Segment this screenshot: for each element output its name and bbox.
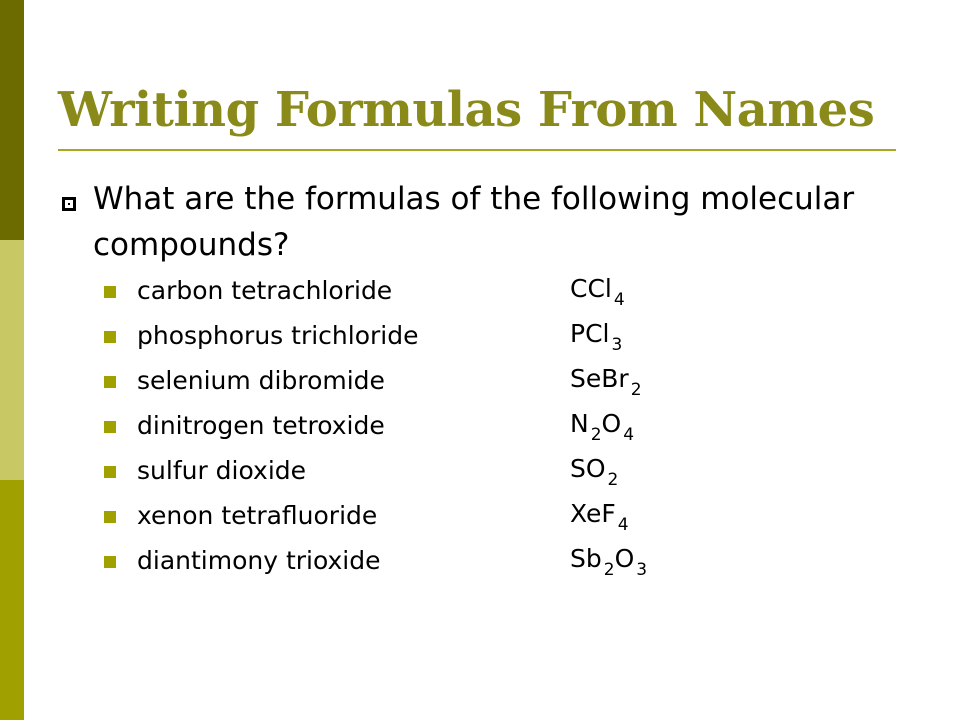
formula-subscript: 3 bbox=[636, 560, 648, 580]
question-text: What are the formulas of the following molecular compounds? bbox=[93, 181, 855, 263]
formula-subscript: 2 bbox=[607, 470, 619, 490]
list-item bbox=[0, 403, 900, 447]
chemical-formula bbox=[570, 317, 622, 354]
formula-subscript: 4 bbox=[613, 290, 625, 310]
compound-name: carbon tetrachloride bbox=[137, 276, 393, 305]
formula-element: O bbox=[614, 544, 635, 573]
formula-element: O bbox=[601, 409, 622, 438]
chemical-formula bbox=[570, 452, 618, 489]
formula-element: CCl bbox=[570, 274, 612, 303]
list-item bbox=[0, 493, 900, 537]
square-bullet-icon bbox=[104, 376, 116, 388]
sidebar-dark-segment bbox=[0, 0, 24, 240]
square-bullet-icon bbox=[62, 197, 76, 211]
formula-element: SeBr bbox=[570, 364, 629, 393]
chemical-formula bbox=[570, 407, 634, 444]
formula-element: SO bbox=[570, 454, 606, 483]
square-bullet-icon bbox=[104, 286, 116, 298]
chemical-formula bbox=[570, 497, 629, 534]
formula-subscript: 2 bbox=[603, 560, 615, 580]
compound-name: sulfur dioxide bbox=[137, 456, 307, 485]
chemical-formula bbox=[570, 272, 625, 309]
formula-subscript: 4 bbox=[623, 425, 635, 445]
formula-element: N bbox=[570, 409, 589, 438]
compound-name: phosphorus trichloride bbox=[137, 321, 419, 350]
compound-name: diantimony trioxide bbox=[137, 546, 381, 575]
compound-name: selenium dibromide bbox=[137, 366, 385, 395]
list-item bbox=[0, 448, 900, 492]
formula-element: XeF bbox=[570, 499, 616, 528]
formula-subscript: 3 bbox=[611, 335, 623, 355]
formula-subscript: 2 bbox=[630, 380, 642, 400]
list-item bbox=[0, 268, 900, 312]
formula-subscript: 2 bbox=[590, 425, 602, 445]
list-item bbox=[0, 313, 900, 357]
chemical-formula bbox=[570, 542, 647, 579]
formula-element: Sb bbox=[570, 544, 602, 573]
compound-name: xenon tetrafluoride bbox=[137, 501, 378, 530]
chemical-formula bbox=[570, 362, 642, 399]
slide-title: Writing Formulas From Names bbox=[58, 82, 875, 138]
list-item bbox=[0, 358, 900, 402]
formula-element: PCl bbox=[570, 319, 610, 348]
square-bullet-icon bbox=[104, 511, 116, 523]
title-divider bbox=[58, 149, 896, 151]
formula-subscript: 4 bbox=[617, 515, 629, 535]
square-bullet-icon bbox=[104, 556, 116, 568]
list-item bbox=[0, 538, 900, 582]
square-bullet-icon bbox=[104, 331, 116, 343]
square-bullet-icon bbox=[104, 421, 116, 433]
square-bullet-icon bbox=[104, 466, 116, 478]
compound-name: dinitrogen tetroxide bbox=[137, 411, 385, 440]
